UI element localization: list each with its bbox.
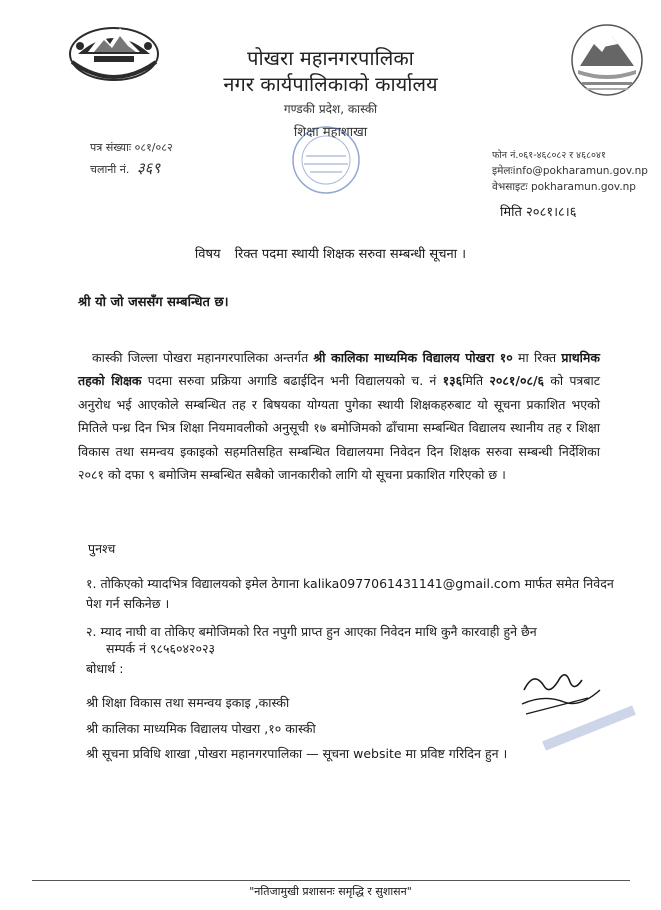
body-text: को पत्रबाट अनुरोध भई आएकोले सम्बन्धित तह र बिषयका योग्यता पुगेका स्थायी शिक्षकहरुबाट यो सूचना प्रकाशित भएको मितिले पन्ध्र दिन भित्र शिक्षा नियमावलीको अनुसूची १७ बमोजिमको ढाँचामा सम्बन्धित विद्यालय स्थानीय तह र शिक्षा विकास तथा समन्वय इकाइको सहमतिसहित सम्बन्धित विद्यालयमा निवेदन दिन शिक्षक सरुवा सम्बन्धी निर्देशिका २०८१ को दफा ९ बमोजिम सम्बन्धित सबैको जानकारीको लागि यो सूचना प्रकाशित गरिएको छ । [78,373,600,483]
cc-item: श्री कालिका माध्यमिक विद्यालय पोखरा ,१० कास्की [86,721,316,736]
phone: फोन नं.०६१-४६८०८२ र ४६८०४१ [492,150,606,161]
website: वेभसाइटः pokharamun.gov.np [492,181,636,193]
office-stamp-icon [288,122,364,198]
body-text: मिति [462,373,490,389]
office-name: नगर कार्यपालिकाको कार्यालय [223,72,438,96]
letter-refs [90,140,173,176]
reference-date: २०८१/०८/६ [489,373,545,389]
body-text: मा रिक्त [512,350,562,365]
reference-number: १३६ [442,373,463,389]
cc-item: श्री शिक्षा विकास तथा समन्वय इकाइ ,कास्की [86,695,290,710]
subject-text: रिक्त पदमा स्थायी शिक्षक सरुवा सम्बन्धी सूचना । [234,247,467,262]
school-name: श्री कालिका माध्यमिक विद्यालय पोखरा १० [313,350,513,365]
contact-number: सम्पर्क नं ९८५६०४२०२३ [106,641,216,656]
body-text: कास्की जिल्ला पोखरा महानगरपालिका अन्तर्गत [92,350,314,365]
cc-item: श्री सूचना प्रविधि शाखा ,पोखरा महानगरपालिका — सूचना website मा प्रविष्ट गरिदिन हुन । [86,746,508,761]
org-name: पोखरा महानगरपालिका [247,46,414,70]
post-level: प्राथमिक तहको शिक्षक [78,350,600,389]
subject-label: विषय [194,247,221,262]
letter-date: मिति २०८१।८।६ [500,205,577,220]
province: गण्डकी प्रदेश, कास्की [283,102,378,116]
footer-divider [32,880,630,881]
addressee: श्री यो जो जससँग सम्बन्धित छ। [78,295,229,310]
dispatch-number [90,158,173,176]
section-name: शिक्षा महाशाखा [293,125,368,140]
dispatch-number-value: ३६९ [136,159,161,177]
postscript-note-1: १. तोकिएको म्यादभित्र विद्यालयको इमेल ठेगाना kalika0977061431141@gmail.com मार्फत समेत निवेदन पेश गर्न सकिनेछ । [86,576,614,611]
email: इमेलःinfo@pokharamun.gov.np [492,165,648,177]
cc-label: बोधार्थ : [86,661,124,676]
footer-slogan: "नतिजामुखी प्रशासनः समृद्धि र सुशासन" [249,885,412,898]
letter-number: पत्र संख्याः ०८१/०८२ [90,141,173,154]
postscript-heading: पुनश्च [88,541,116,556]
body-text: पदमा सरुवा प्रक्रिया अगाडि बढाईदिन भनी विद्यालयको च. नं [141,373,443,389]
body-paragraph [78,346,600,486]
subject-line [0,244,661,262]
contact-block [492,148,657,196]
signature-icon [504,660,644,750]
dispatch-number-label: चलानी नं. [90,163,130,176]
postscript-note-2: २. म्याद नाघी वा तोकिए बमोजिमको रित नपुगी प्राप्त हुन आएका निवेदन माथि कुनै कारवाही हुने छैन [86,624,537,639]
